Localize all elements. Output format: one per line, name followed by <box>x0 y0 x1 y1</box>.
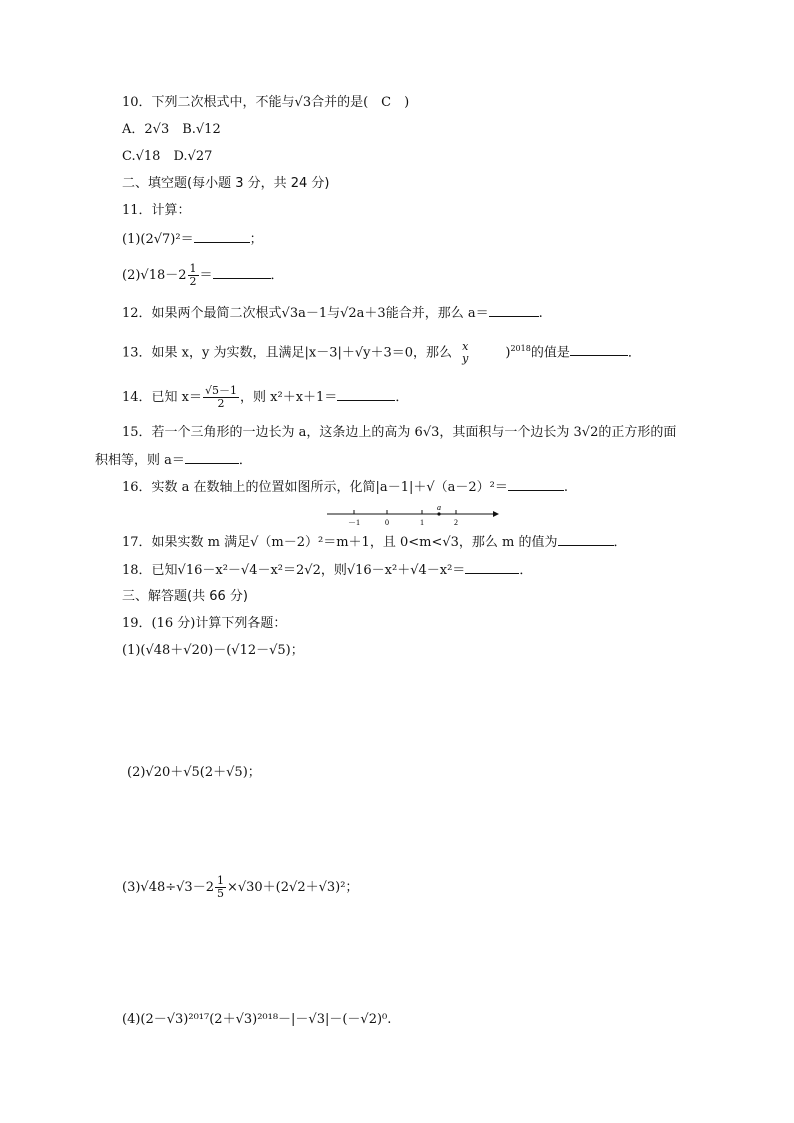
q16-blank <box>508 478 564 491</box>
q19-part3 <box>122 875 358 900</box>
q14-fraction <box>203 385 239 410</box>
q14-frac-num: √5－1 <box>205 384 238 397</box>
section-2-heading: 二、填空题(每小题 3 分，共 24 分) <box>122 176 330 191</box>
section-3-heading: 三、解答题(共 66 分) <box>122 589 248 604</box>
q13-frac-num: x <box>462 339 469 353</box>
q19-part3-frac-num: 1 <box>216 874 224 887</box>
q12: 12．如果两个最简二次根式√3a－1与√2a＋3能合并，那么 a＝ . <box>122 306 543 321</box>
q14: 14．已知 x＝ $\frac{√5-1}{2}$ ，则 x²＋x＋1＝ ． <box>122 384 409 410</box>
q17-blank <box>558 533 614 546</box>
q19-part3-frac-den: 5 <box>216 887 224 900</box>
q11-part1-blank <box>194 230 250 243</box>
q11-part2-suffix: ＝ <box>199 268 213 283</box>
q13-fraction <box>460 341 470 365</box>
q11-part1: (1)(2√7)²＝ ； <box>122 232 263 247</box>
q12-blank <box>489 304 539 317</box>
q12-text: 12．如果两个最简二次根式√3a－1与√2a＋3能合并，那么 a＝ <box>122 306 489 321</box>
q10-options-cd: C.√18 D.√27 <box>122 149 213 164</box>
tick-label-0: 0 <box>385 518 389 527</box>
q18-blank <box>465 561 519 574</box>
q19-part2: (2)√20＋√5(2＋√5)； <box>127 765 261 780</box>
q11-stem: 11．计算： <box>122 203 191 218</box>
point-a <box>437 512 440 515</box>
q13-text-a: 13．如果 x，y 为实数，且满足|x－3|＋√y＋3＝0，那么 <box>122 345 453 361</box>
tick-label-2: 2 <box>454 518 458 527</box>
q14-frac-den: 2 <box>217 397 225 410</box>
q15-line2: 积相等，则 a＝ ． <box>95 453 252 468</box>
q11-part2-fraction <box>188 263 199 288</box>
q19-stem: 19．(16 分)计算下列各题： <box>122 616 287 631</box>
q15-line1: 15．若一个三角形的一边长为 a，这条边上的高为 6√3，其面积与一个边长为 3√2的正方形的面 <box>122 425 677 440</box>
q15-blank <box>185 451 239 464</box>
q17: 17．如果实数 m 满足√（m－2）²＝m＋1，且 0<m<√3，那么 m 的值为 ． <box>122 535 627 550</box>
q18: 18．已知√16－x²－√4－x²＝2√2，则√16－x²＋√4－x²＝ ． <box>122 563 533 578</box>
q19-part3-suffix: ×√30＋(2√2＋√3)²； <box>226 880 359 895</box>
q11-part2: (2)√18－2 $\frac{1}{2}$ ＝ ． <box>122 262 284 288</box>
q16: 16．实数 a 在数轴上的位置如图所示，化简|a－1|＋√（a－2）²＝ . <box>122 480 568 495</box>
q10-stem: 10．下列二次根式中，不能与√3合并的是( C ) <box>122 95 410 110</box>
q16-number-line <box>325 504 500 530</box>
tick-label-1: 1 <box>420 518 424 527</box>
number-line-arrow <box>493 511 499 517</box>
q15-line2-text: 积相等，则 a＝ <box>95 453 185 468</box>
point-a-label: a <box>437 504 441 512</box>
q10-options-ab: A．2√3 B.√12 <box>122 122 221 137</box>
q19-part3-fraction <box>215 875 226 900</box>
q18-text: 18．已知√16－x²－√4－x²＝2√2，则√16－x²＋√4－x²＝ <box>122 563 466 578</box>
q13-blank <box>570 343 628 356</box>
q11-part2-frac-den: 2 <box>189 275 197 288</box>
q11-part1-expr: (1)(2√7)²＝ <box>122 232 194 247</box>
q11-part2-frac-num: 1 <box>189 262 197 275</box>
q11-part2-prefix: (2)√18－2 <box>122 268 187 283</box>
q13-text-b: 的值是 <box>530 345 570 361</box>
q17-text: 17．如果实数 m 满足√（m－2）²＝m＋1，且 0<m<√3，那么 m 的值为 <box>122 535 558 550</box>
q13-exponent: 2018 <box>510 344 531 353</box>
q19-part3-prefix: (3)√48÷√3－2 <box>122 880 214 895</box>
tick-label-minus-1: －1 <box>348 518 360 527</box>
q19-part1: (1)(√48＋√20)－(√12－√5)； <box>122 643 304 658</box>
q14-blank <box>337 388 395 401</box>
q13-frac-den: y <box>462 351 469 365</box>
q19-part4: (4)(2－√3)²⁰¹⁷(2＋√3)²⁰¹⁸－|－√3|－(－√2)⁰. <box>122 1012 392 1027</box>
q16-text: 16．实数 a 在数轴上的位置如图所示，化简|a－1|＋√（a－2）²＝ <box>122 480 508 495</box>
q14-prefix: 14．已知 x＝ <box>122 390 203 405</box>
q14-suffix: ，则 x²＋x＋1＝ <box>240 390 338 405</box>
q13: 13．如果 x，y 为实数，且满足|x－3|＋√y＋3＝0，那么 x y )$^{2018}$的值是 ． <box>122 339 641 365</box>
q11-part2-blank <box>213 266 271 279</box>
